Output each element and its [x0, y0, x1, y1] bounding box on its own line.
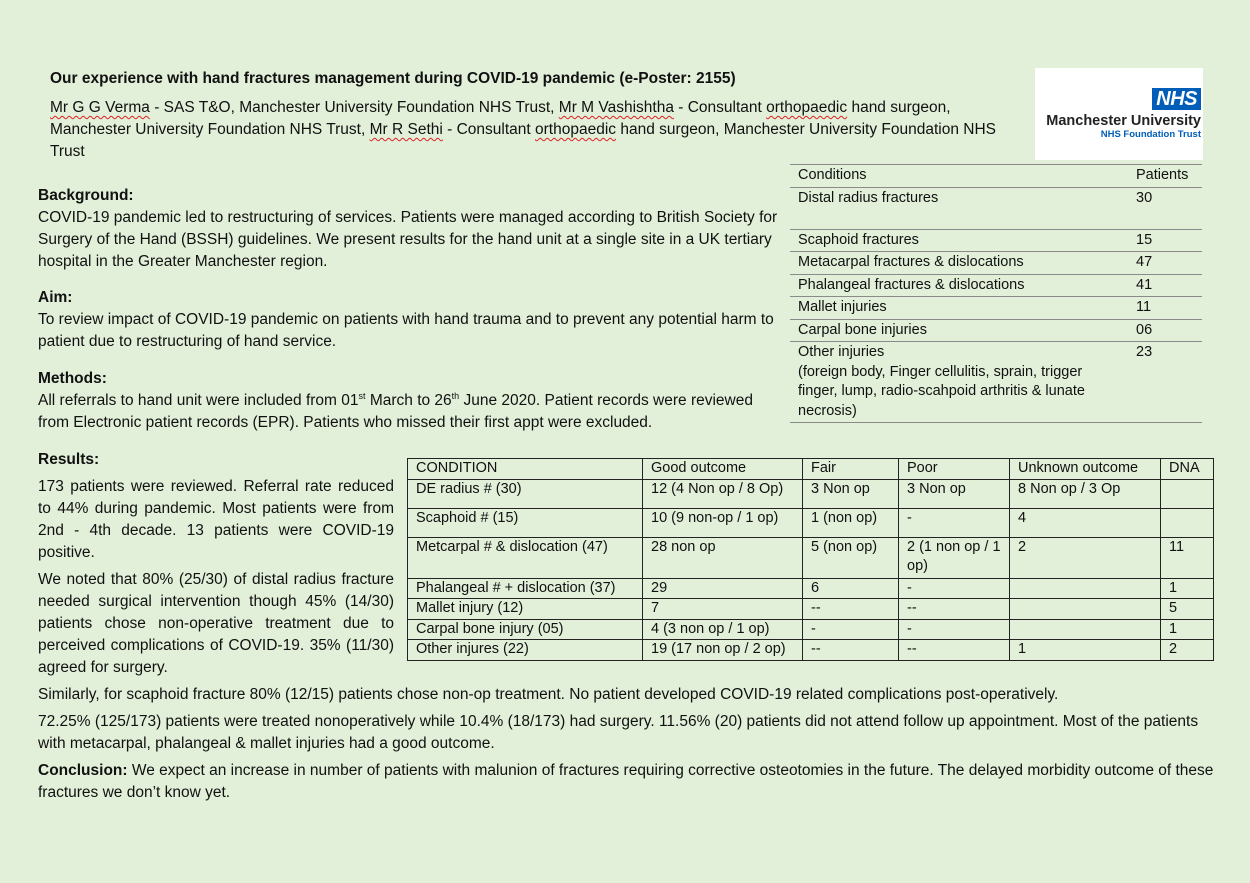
nhs-badge: NHS [1152, 88, 1201, 110]
cell-fair: 1 (non op) [803, 508, 899, 537]
background-text: COVID-19 pandemic led to restructuring of services. Patients were managed according to British Society for Surgery of the Hand (BSSH) guidelines. We present results for the hand unit at a single site in a UK tertiary hospital in the Greater Manchester region. [38, 209, 778, 270]
background-section [38, 185, 778, 273]
cell-poor: 2 (1 non op / 1 op) [899, 537, 1010, 578]
table-row [408, 578, 1214, 599]
results-paragraph-2: We noted that 80% (25/30) of distal radius fracture needed surgical intervention though 45% (14/30) patients chose non-operative treatment due to perceived complications of COVID-19. 35% (11/30) agreed for surgery. [38, 571, 394, 676]
patients-cell: 11 [1128, 297, 1202, 320]
poster-title: Our experience with hand fractures management during COVID-19 pandemic (e-Poster: 2155) [50, 70, 736, 87]
cell-poor: 3 Non op [899, 479, 1010, 508]
table-row [408, 619, 1214, 640]
cell-poor: -- [899, 599, 1010, 620]
background-heading: Background: [38, 187, 134, 204]
results-paragraph-1: 173 patients were reviewed. Referral rate reduced to 44% during pandemic. Most patients were from 2nd - 4th decade. 13 patients were COVID-19 positive. [38, 478, 394, 561]
header-conditions: Conditions [790, 165, 1128, 188]
table-row [790, 229, 1202, 252]
aim-heading: Aim: [38, 289, 73, 306]
cell-fair: -- [803, 640, 899, 661]
condition-note: (foreign body, Finger cellulitis, sprain, trigger finger, lump, radio-scahpoid arthritis & lunate necrosis) [798, 363, 1085, 419]
table-row [408, 640, 1214, 661]
table-row [408, 508, 1214, 537]
patients-cell: 47 [1128, 252, 1202, 275]
conclusion-heading: Conclusion: [38, 762, 128, 779]
cell-poor: - [899, 619, 1010, 640]
results-heading-block [38, 449, 398, 471]
header-condition: CONDITION [408, 459, 643, 480]
condition-cell: Metacarpal fractures & dislocations [790, 252, 1128, 275]
cell-dna [1161, 508, 1214, 537]
cell-condition: Carpal bone injury (05) [408, 619, 643, 640]
patients-cell: 41 [1128, 274, 1202, 297]
author-3-affiliation: hand surgeon, Manchester University Foundation NHS Trust [50, 121, 996, 160]
condition-cell: Mallet injuries [790, 297, 1128, 320]
cell-fair: - [803, 619, 899, 640]
condition-cell: Carpal bone injuries [790, 319, 1128, 342]
conditions-table [790, 164, 1202, 423]
cell-condition: Scaphoid # (15) [408, 508, 643, 537]
header-unknown: Unknown outcome [1010, 459, 1161, 480]
cell-unknown: 4 [1010, 508, 1161, 537]
patients-cell: 23 [1128, 342, 1202, 423]
conclusion-text: We expect an increase in number of patients with malunion of fractures requiring corrective osteotomies in the future. The delayed morbidity outcome of these fractures we don’t know yet. [38, 762, 1214, 801]
condition-cell: Phalangeal fractures & dislocations [790, 274, 1128, 297]
table-row [790, 342, 1202, 423]
cell-poor: - [899, 578, 1010, 599]
author-1: Mr G G Verma [50, 99, 150, 116]
patients-cell: 15 [1128, 229, 1202, 252]
methods-heading: Methods: [38, 370, 107, 387]
cell-good: 19 (17 non op / 2 op) [643, 640, 803, 661]
cell-fair: 6 [803, 578, 899, 599]
cell-good: 4 (3 non op / 1 op) [643, 619, 803, 640]
cell-dna: 2 [1161, 640, 1214, 661]
cell-fair: 3 Non op [803, 479, 899, 508]
cell-condition: Metcarpal # & dislocation (47) [408, 537, 643, 578]
conditions-header-row [790, 165, 1202, 188]
cell-condition: Phalangeal # + dislocation (37) [408, 578, 643, 599]
ordinal-st: st [358, 390, 366, 401]
results-heading: Results: [38, 451, 100, 468]
cell-unknown: 2 [1010, 537, 1161, 578]
cell-unknown [1010, 619, 1161, 640]
condition-cell: Distal radius fractures [790, 187, 1128, 229]
table-row [408, 599, 1214, 620]
author-1-affiliation: - SAS T&O, Manchester University Foundation NHS Trust, [149, 99, 559, 116]
logo-org-name: Manchester University [1046, 113, 1201, 129]
aim-text: To review impact of COVID-19 pandemic on patients with hand trauma and to prevent any potential harm to patient due to restructuring of hand service. [38, 311, 774, 350]
author-2-affiliation: hand surgeon, Manchester University Foundation NHS Trust, [50, 99, 951, 138]
cell-dna: 11 [1161, 537, 1214, 578]
header-poor: Poor [899, 459, 1010, 480]
aim-section [38, 287, 778, 353]
methods-text-2: March to 26 [365, 392, 452, 409]
cell-fair: -- [803, 599, 899, 620]
cell-condition: DE radius # (30) [408, 479, 643, 508]
table-row [408, 537, 1214, 578]
outcome-table [407, 458, 1214, 661]
outcome-header-row [408, 459, 1214, 480]
header-fair: Fair [803, 459, 899, 480]
table-row [790, 187, 1202, 229]
table-row [790, 274, 1202, 297]
patients-cell: 06 [1128, 319, 1202, 342]
cell-dna: 5 [1161, 599, 1214, 620]
header-patients: Patients [1128, 165, 1202, 188]
cell-unknown: 1 [1010, 640, 1161, 661]
table-row [408, 479, 1214, 508]
header-dna: DNA [1161, 459, 1214, 480]
logo-subtitle: NHS Foundation Trust [1100, 129, 1201, 140]
cell-fair: 5 (non op) [803, 537, 899, 578]
condition-name: Other injuries [798, 344, 885, 360]
cell-unknown [1010, 578, 1161, 599]
condition-cell [790, 342, 1128, 423]
table-row [790, 319, 1202, 342]
author-3-role: - Consultant [442, 121, 536, 138]
cell-dna [1161, 479, 1214, 508]
cell-poor: - [899, 508, 1010, 537]
results-paragraph-4: 72.25% (125/173) patients were treated nonoperatively while 10.4% (18/173) had surgery. 11.56% (20) patients did not attend follow up appointment. Most of the patients with metacarpal, phalangeal & mallet injuries had a good outcome. [38, 713, 1199, 752]
conclusion-section [38, 760, 1218, 804]
header-good: Good outcome [643, 459, 803, 480]
results-text [38, 476, 394, 684]
cell-unknown [1010, 599, 1161, 620]
spelling-flag: orthopaedic [766, 99, 848, 116]
methods-text-3: June 2020. Patient records were reviewed from Electronic patient records (EPR). Patients who missed their first appt were excluded. [38, 392, 753, 431]
table-row [790, 297, 1202, 320]
ordinal-th: th [451, 390, 460, 401]
spelling-flag: orthopaedic [535, 121, 617, 138]
methods-text [38, 390, 778, 434]
author-2-role: - Consultant [673, 99, 767, 116]
cell-condition: Mallet injury (12) [408, 599, 643, 620]
cell-good: 7 [643, 599, 803, 620]
cell-good: 28 non op [643, 537, 803, 578]
methods-section [38, 368, 778, 434]
author-3: Mr R Sethi [369, 121, 443, 138]
cell-dna: 1 [1161, 578, 1214, 599]
author-2: Mr M Vashishtha [558, 99, 674, 116]
patients-cell: 30 [1128, 187, 1202, 229]
methods-text-1: All referrals to hand unit were included from 01 [38, 392, 359, 409]
condition-cell: Scaphoid fractures [790, 229, 1128, 252]
nhs-logo [1035, 68, 1203, 160]
cell-condition: Other injures (22) [408, 640, 643, 661]
results-paragraph-3: Similarly, for scaphoid fracture 80% (12/15) patients chose non-op treatment. No patient developed COVID-19 related complications post-operatively. [38, 686, 1059, 703]
cell-good: 29 [643, 578, 803, 599]
authors [50, 97, 1025, 163]
cell-unknown: 8 Non op / 3 Op [1010, 479, 1161, 508]
results-continued [38, 684, 1218, 809]
cell-good: 12 (4 Non op / 8 Op) [643, 479, 803, 508]
cell-good: 10 (9 non-op / 1 op) [643, 508, 803, 537]
cell-poor: -- [899, 640, 1010, 661]
cell-dna: 1 [1161, 619, 1214, 640]
table-row [790, 252, 1202, 275]
